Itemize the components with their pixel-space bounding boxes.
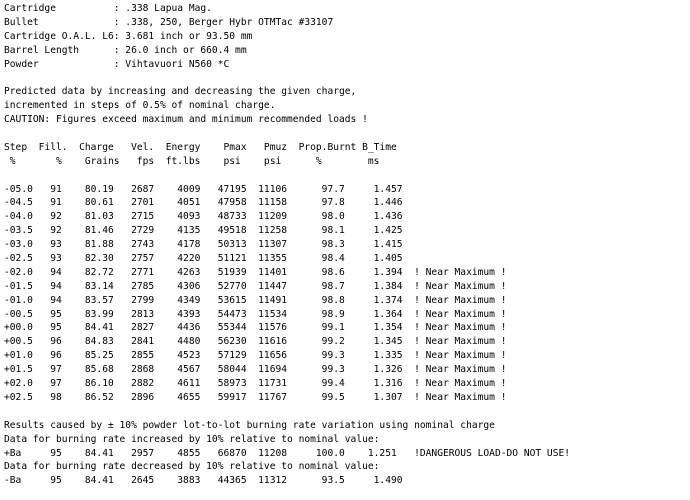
header-line: Barrel Length : 26.0 inch or 660.4 mm xyxy=(4,44,247,56)
table-row: -03.5 92 81.46 2729 4135 49518 11258 98.1 1.425 xyxy=(4,225,403,237)
table-row: -00.5 95 83.99 2813 4393 54473 11534 98.9 1.364 ! Near Maximum ! xyxy=(4,308,507,320)
report-text xyxy=(4,2,570,488)
intro-line: CAUTION: Figures exceed maximum and minimum recommended loads ! xyxy=(4,114,368,126)
table-row: +00.5 96 84.83 2841 4480 56230 11616 99.2 1.345 ! Near Maximum ! xyxy=(4,336,507,348)
table-row: -04.0 92 81.03 2715 4093 48733 11209 98.0 1.436 xyxy=(4,211,403,223)
header-line: Cartridge : .338 Lapua Mag. xyxy=(4,3,212,14)
table-row: +02.0 97 86.10 2882 4611 58973 11731 99.4 1.316 ! Near Maximum ! xyxy=(4,378,507,390)
table-row: -02.5 93 82.30 2757 4220 51121 11355 98.4 1.405 xyxy=(4,253,403,265)
results-decreased-row: -Ba 95 84.41 2645 3883 44365 11312 93.5 1.490 xyxy=(4,475,403,487)
table-row: +01.0 96 85.25 2855 4523 57129 11656 99.3 1.335 ! Near Maximum ! xyxy=(4,350,507,362)
header-line: Bullet : .338, 250, Berger Hybr OTMTac #33107 xyxy=(4,16,334,28)
table-row: +02.5 98 86.52 2896 4655 59917 11767 99.5 1.307 ! Near Maximum ! xyxy=(4,391,507,403)
intro-line: Predicted data by increasing and decreasing the given charge, xyxy=(4,86,357,98)
table-row: +01.5 97 85.68 2868 4567 58044 11694 99.3 1.326 ! Near Maximum ! xyxy=(4,364,507,376)
table-units-line: % % Grains fps ft.lbs psi psi % ms xyxy=(4,155,380,167)
results-increased-label: Data for burning rate increased by 10% relative to nominal value: xyxy=(4,433,380,445)
table-header-line: Step Fill. Charge Vel. Energy Pmax Pmuz Prop.Burnt B_Time xyxy=(4,141,397,153)
blank-line xyxy=(4,405,570,419)
table-row: -01.5 94 83.14 2785 4306 52770 11447 98.7 1.384 ! Near Maximum ! xyxy=(4,280,507,292)
blank-line xyxy=(4,127,570,141)
results-decreased-label: Data for burning rate decreased by 10% relative to nominal value: xyxy=(4,461,380,473)
table-row: +00.0 95 84.41 2827 4436 55344 11576 99.1 1.354 ! Near Maximum ! xyxy=(4,322,507,334)
table-row: -01.0 94 83.57 2799 4349 53615 11491 98.8 1.374 ! Near Maximum ! xyxy=(4,294,507,306)
blank-line xyxy=(4,169,570,183)
intro-line: incremented in steps of 0.5% of nominal charge. xyxy=(4,100,276,112)
results-title: Results caused by ± 10% powder lot-to-lot burning rate variation using nominal charge xyxy=(4,419,495,431)
header-line: Cartridge O.A.L. L6: 3.681 inch or 93.50 mm xyxy=(4,30,253,42)
results-increased-row: +Ba 95 84.41 2957 4855 66870 11208 100.0 1.251 !DANGEROUS LOAD-DO NOT USE! xyxy=(4,447,571,459)
table-row: -05.0 91 80.19 2687 4009 47195 11106 97.7 1.457 xyxy=(4,183,403,195)
blank-line xyxy=(4,71,570,85)
header-line: Powder : Vihtavuori N560 *C xyxy=(4,58,230,70)
table-row: -02.0 94 82.72 2771 4263 51939 11401 98.6 1.394 ! Near Maximum ! xyxy=(4,266,507,278)
table-row: -03.0 93 81.88 2743 4178 50313 11307 98.3 1.415 xyxy=(4,239,403,251)
table-row: -04.5 91 80.61 2701 4051 47958 11158 97.8 1.446 xyxy=(4,197,403,209)
